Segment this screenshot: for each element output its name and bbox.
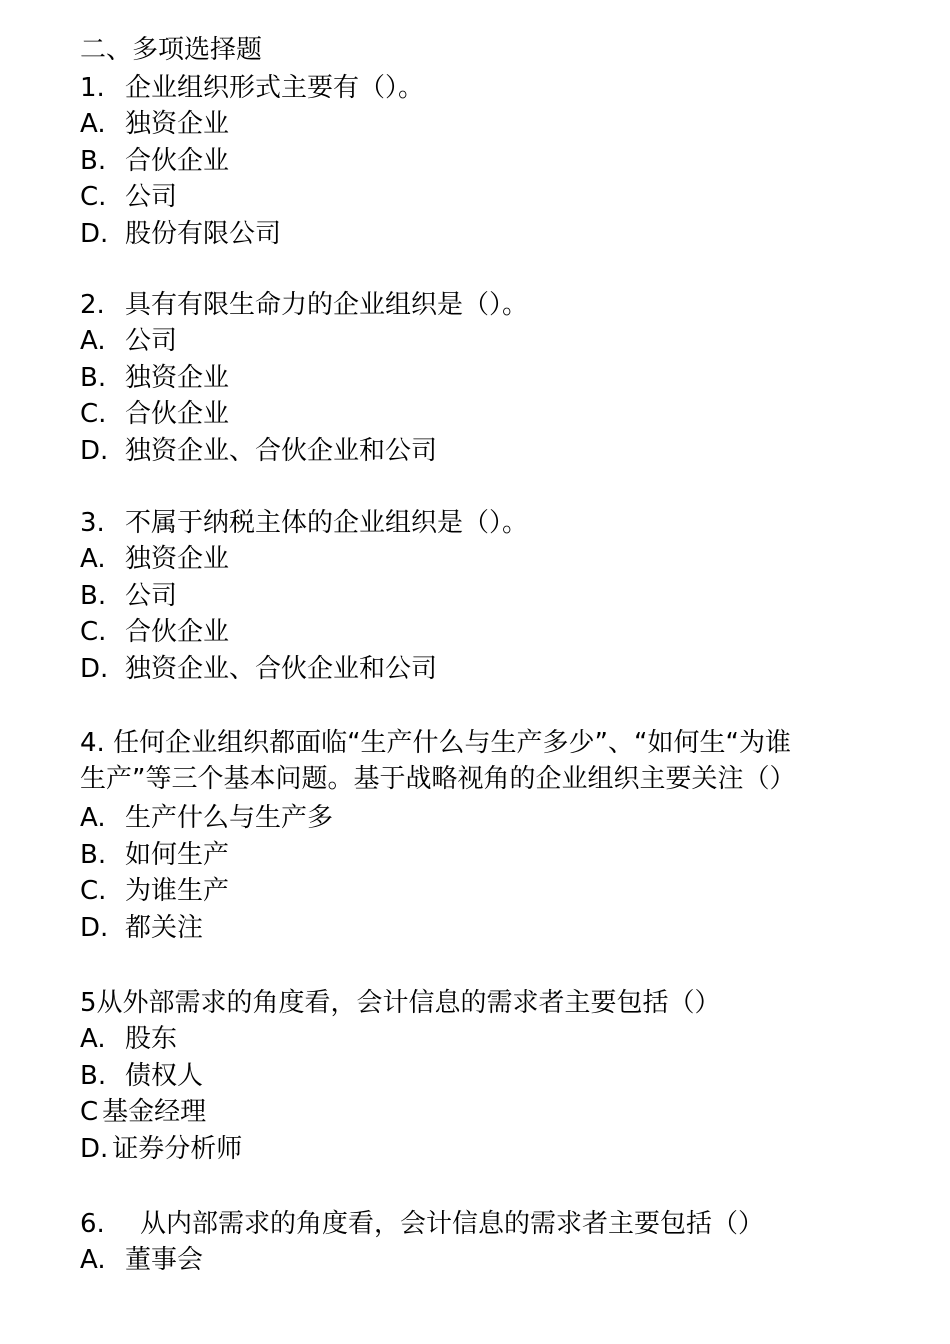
question-number: 2. <box>80 290 105 320</box>
option-text: 公司 <box>125 580 178 611</box>
option-text: 证券分析师 <box>112 1133 243 1164</box>
option-text: 董事会 <box>125 1245 204 1275</box>
option-letter: A. <box>80 109 106 139</box>
option-text: 股份有限公司 <box>125 218 282 249</box>
option-d <box>80 433 880 470</box>
option-d <box>80 216 880 253</box>
question-text: 不属于纳税主体的企业组织是（）。 <box>125 508 529 538</box>
option-b <box>80 1058 880 1095</box>
option-text: 独资企业 <box>125 544 230 574</box>
question-3 <box>80 505 880 687</box>
option-d <box>80 651 880 688</box>
option-text: 生产什么与生产多 <box>125 803 334 833</box>
question-stem <box>80 1206 880 1242</box>
option-a <box>80 106 880 143</box>
question-text: 从内部需求的角度看，会计信息的需求者主要包括（） <box>140 1209 765 1239</box>
option-letter: C. <box>80 399 107 429</box>
option-letter: B. <box>80 580 107 611</box>
option-c <box>80 614 880 651</box>
question-number: 3. <box>80 508 105 538</box>
option-c <box>80 396 880 433</box>
question-stem <box>80 505 880 541</box>
option-text: 独资企业 <box>125 362 230 393</box>
option-letter: B. <box>80 362 107 393</box>
option-text: 合伙企业 <box>125 617 230 647</box>
question-number: 4. <box>80 728 105 758</box>
option-a <box>80 1021 880 1058</box>
question-number: 6. <box>80 1209 105 1239</box>
option-letter: D. <box>80 218 109 249</box>
option-letter: A. <box>80 803 106 833</box>
section-title: 二、多项选择题 <box>80 35 263 65</box>
question-stem <box>80 70 880 106</box>
question-stem <box>80 287 880 323</box>
question-text: 具有有限生命力的企业组织是（）。 <box>125 290 529 320</box>
option-letter: C. <box>80 876 107 906</box>
option-text: 独资企业、合伙企业和公司 <box>125 653 438 684</box>
option-letter: A. <box>80 544 106 574</box>
option-letter: D. <box>80 653 109 684</box>
option-text: 独资企业、合伙企业和公司 <box>125 435 438 466</box>
option-c <box>80 1094 880 1131</box>
option-letter: B. <box>80 839 107 870</box>
option-text: 如何生产 <box>125 839 230 870</box>
option-letter: C. <box>80 182 107 212</box>
option-a <box>80 323 880 360</box>
option-letter: D. <box>80 1133 109 1164</box>
option-text: 为谁生产 <box>125 876 230 906</box>
option-a <box>80 1242 880 1279</box>
option-text: 都关注 <box>125 912 204 943</box>
question-number: 1. <box>80 73 105 103</box>
question-number: 5 <box>80 988 97 1018</box>
option-a <box>80 800 880 837</box>
question-text-line-2: 生产”等三个基本问题。基于战略视角的企业组织主要关注（） <box>80 764 796 794</box>
option-letter: A. <box>80 1024 106 1054</box>
question-text: 企业组织形式主要有（）。 <box>125 73 425 103</box>
option-text: 独资企业 <box>125 109 230 139</box>
option-c <box>80 873 880 910</box>
option-text: 合伙企业 <box>125 399 230 429</box>
question-2 <box>80 287 880 469</box>
option-c <box>80 179 880 216</box>
option-letter: A. <box>80 326 106 356</box>
question-stem-continued <box>80 761 880 797</box>
option-text: 债权人 <box>125 1060 204 1091</box>
question-1 <box>80 70 880 252</box>
question-5 <box>80 985 880 1167</box>
option-b <box>80 360 880 397</box>
option-letter: C. <box>80 617 107 647</box>
option-letter: B. <box>80 145 107 176</box>
option-text: 公司 <box>125 182 178 212</box>
option-letter: D. <box>80 435 109 466</box>
option-letter: A. <box>80 1245 106 1275</box>
question-stem <box>80 985 880 1021</box>
option-text: 股东 <box>125 1024 178 1054</box>
question-text: 从外部需求的角度看，会计信息的需求者主要包括（） <box>96 988 721 1018</box>
question-text-line-1: 任何企业组织都面临“生产什么与生产多少”、“如何生“为谁 <box>113 728 791 758</box>
option-b <box>80 578 880 615</box>
option-letter: D. <box>80 912 109 943</box>
option-text: 合伙企业 <box>125 145 230 176</box>
option-d <box>80 1131 880 1168</box>
question-stem <box>80 725 880 761</box>
option-d <box>80 910 880 947</box>
option-letter: B. <box>80 1060 107 1091</box>
option-text: 基金经理 <box>102 1097 207 1127</box>
option-b <box>80 837 880 874</box>
question-6 <box>80 1206 880 1279</box>
option-b <box>80 143 880 180</box>
option-text: 公司 <box>125 326 178 356</box>
question-4 <box>80 725 880 946</box>
option-a <box>80 541 880 578</box>
option-letter: C <box>80 1097 99 1127</box>
